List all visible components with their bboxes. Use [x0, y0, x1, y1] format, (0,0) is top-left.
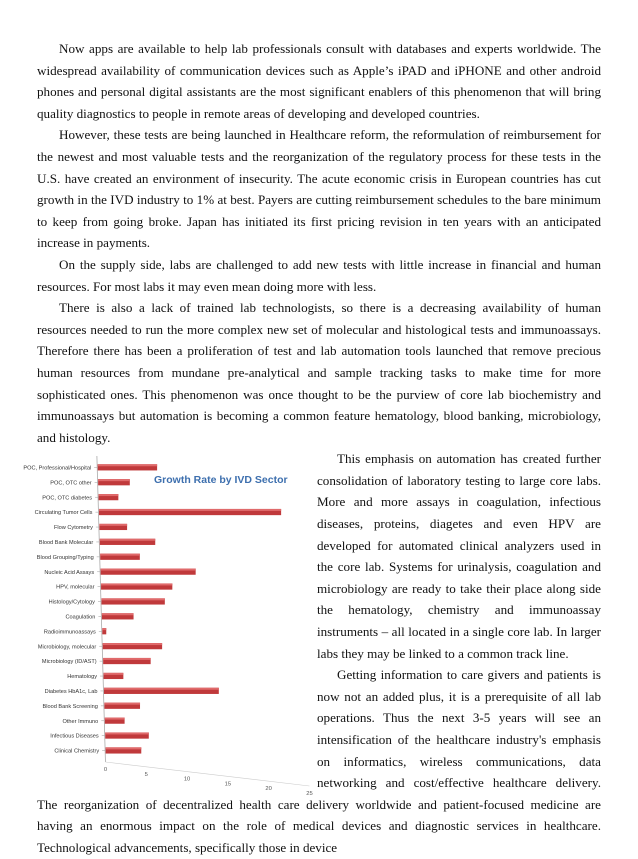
category-label: POC, OTC diabetes — [42, 495, 93, 502]
paragraph-5: This emphasis on automation has created further consolidation of laboratory testing to large core labs. More and more assays in coagulation, infectious diseases, proteins, diagetes and even HPV are developed for automated clinical analyzers used in the core lab. Systems for urinalysis, coagulation and microbiology are ready to take their place along side the hematology, chemistry and immunoassay instruments – all located in a single core lab. In larger labs they may be linked to a common track line. — [317, 451, 601, 661]
category-label: Blood Grouping/Typing — [36, 555, 94, 562]
growth-rate-chart — [19, 454, 313, 798]
category-label: Microbiology (ID/AST) — [41, 659, 97, 666]
category-label: Histology/Cytology — [48, 599, 95, 606]
x-tick-label: 0 — [103, 767, 108, 774]
category-label: Coagulation — [65, 614, 96, 621]
paragraph-6: Getting information to care givers and patients is now not an added plus, it is a prerequisite of all lab operations. Thus the next 3-5 years will see an intensification of the healthcare industry's emphasis on informatics, wireless communications, data networking and cost/effective healthcare delivery. The reorganization of decentralized health care delivery worldwide and patient-focused medicine are having an enormous impact on the role of medical devices and diagnostic services in healthcare. Technological advancements, specifically those in device — [37, 667, 601, 855]
bar-highlight — [104, 673, 124, 675]
bar-highlight — [98, 465, 157, 467]
category-label: POC, OTC other — [50, 480, 92, 487]
category-label: Nucleic Acid Assays — [44, 570, 95, 577]
x-tick-label: 10 — [183, 776, 191, 783]
category-label: HPV, molecular — [56, 584, 95, 591]
bar-highlight — [99, 524, 127, 526]
bar-highlight — [102, 628, 106, 630]
bar-highlight — [106, 748, 142, 750]
bar-highlight — [99, 509, 281, 511]
bar-highlight — [103, 643, 162, 645]
category-label: POC, Professional/Hospital — [23, 465, 92, 472]
x-tick-label: 5 — [144, 772, 148, 779]
x-tick-label: 20 — [265, 786, 272, 793]
category-label: Radioimmunoassays — [43, 629, 96, 636]
bar-highlight — [100, 539, 155, 541]
chart-svg — [19, 454, 313, 798]
paragraph-1: Now apps are available to help lab professionals consult with databases and experts worldwide. The widespread availability of communication devices such as Apple’s iPAD and iPHONE and other android phones and personal digital assistants are the most significant enablers of this phenomenon that will bring quality diagnostics to people in remote areas of developing and developed countries. — [37, 41, 601, 121]
x-tick-label: 25 — [306, 791, 313, 798]
category-label: Infectious Diseases — [50, 733, 99, 740]
bar-highlight — [101, 584, 172, 586]
bar-highlight — [99, 494, 119, 496]
paragraph-4: There is also a lack of trained lab technologists, so there is a decreasing availability of human resources needed to run the more complex new set of molecular and histological tests and immunoassays. Therefore there has been a proliferation of test and lab automation tools launched that remove precious human resources from mundane pre-analytical and sample tracking tasks to make time for more sophisticated ones. This phenomenon was once thought to be the purview of core lab biochemistry and immunoassays but automation is becoming a common feature hematology, blood banking, microbiology, and histology. — [37, 300, 601, 445]
category-label: Diabetes HbA1c, Lab — [44, 689, 98, 696]
bar-highlight — [98, 479, 130, 481]
bar-highlight — [104, 688, 219, 690]
bar-highlight — [103, 658, 151, 660]
bar-highlight — [105, 718, 125, 720]
chart-x-axis — [105, 762, 309, 786]
x-tick-label: 15 — [224, 781, 232, 788]
chart-y-axis — [97, 456, 106, 762]
category-label: Microbiology, molecular — [37, 644, 97, 651]
bar-highlight — [104, 703, 140, 705]
category-label: Hematology — [67, 674, 98, 681]
paragraph-3: On the supply side, labs are challenged to add new tests with little increase in financial and human resources. For most labs it may even mean doing more with less. — [37, 256, 601, 294]
category-label: Blood Bank Molecular — [38, 540, 94, 547]
chart-title: Growth Rate by IVD Sector — [154, 474, 288, 487]
bar-highlight — [102, 614, 134, 616]
category-label: Flow Cytometry — [54, 525, 93, 532]
bar-highlight — [101, 569, 196, 571]
category-label: Blood Bank Screening — [42, 704, 98, 711]
category-label: Circulating Tumor Cells — [34, 510, 93, 517]
bar-highlight — [101, 599, 164, 601]
bar-highlight — [100, 554, 140, 556]
category-label: Clinical Chemistry — [54, 748, 100, 755]
document-page — [23, 38, 601, 859]
category-label: Other Immuno — [62, 719, 99, 726]
bar-highlight — [105, 733, 149, 735]
paragraph-2: However, these tests are being launched in Healthcare reform, the reformulation of reimbursement for the newest and most valuable tests and the reorganization of the regulatory process for these tests in the U.S. have created an environment of insecurity. The acute economic crisis in European countries has cut growth in the IVD industry to 1% at best. Payers are cutting reimbursement schedules to the bare minimum to keep from going broke. Japan has initiated its first pricing revision in ten years with an anticipated increase in payments. — [37, 127, 601, 251]
chart-and-text-section — [23, 448, 601, 858]
